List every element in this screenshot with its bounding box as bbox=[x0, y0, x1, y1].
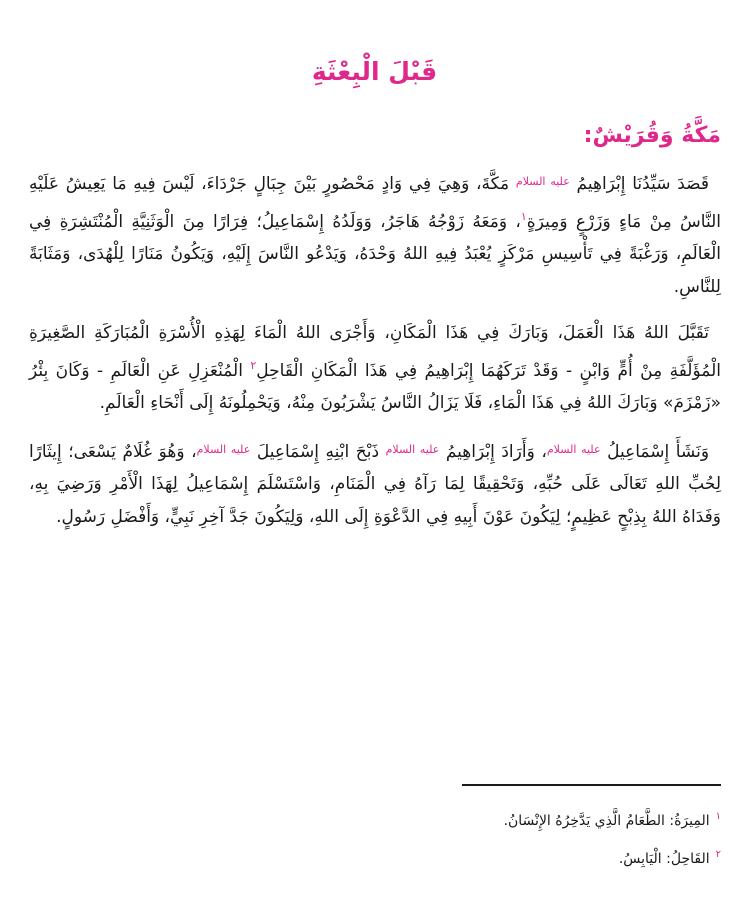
paragraph-text: تَقَبَّلَ اللهُ هَذَا الْعَمَلَ، وَبَارَكَ فِي هَذَا الْمَكَانِ، وَأَجْرَى اللهُ الْمَاءَ لِهَذِهِ الْأُسْرَةِ الْمُبَارَكَةِ الصَّغِيرَةِ الْمُؤَلَّفَةِ مِنْ أُمٍّ وَابْنٍ - وَقَدْ تَرَكَهُمَا إِبْرَاهِيمُ فِي هَذَا الْمَكَانِ الْقَاحِلِ bbox=[29, 323, 721, 381]
honorific-glyph: عليه السلام bbox=[515, 175, 570, 188]
footnote-1 bbox=[221, 800, 721, 838]
paragraph-2 bbox=[29, 317, 721, 420]
footnote-number: ١ bbox=[715, 811, 721, 822]
footnote-ref[interactable]: ١ bbox=[520, 209, 527, 223]
paragraph-text: وَنَشَأَ إِسْمَاعِيلُ bbox=[607, 441, 710, 462]
footnote-2 bbox=[221, 838, 721, 876]
footnotes bbox=[221, 800, 721, 876]
footnote-number: ٢ bbox=[715, 849, 721, 860]
honorific-glyph: عليه السلام bbox=[385, 442, 440, 456]
footnote-text: القَاحِلُ: الْيَابِسُ. bbox=[618, 851, 710, 867]
paragraph-text: قَصَدَ سَيِّدُنَا إِبْرَاهِيمُ bbox=[576, 174, 710, 194]
paragraph-text: ، وَمَعَهُ زَوْجُهُ هَاجَرُ، وَوَلَدُهُ إِسْمَاعِيلُ؛ فِرَارًا مِنَ الْوَثَنِيَّةِ الْمُنْتَشِرَةِ فِي الْعَالَمِ، وَرَغْبَةً فِي تَأْسِيسِ مَرْكَزٍ يُعْبَدُ فِيهِ اللهُ وَحْدَهُ، وَيَدْعُو النَّاسَ إِلَيْهِ، وَيَكُونُ مَنَارًا لِلْهُدَى، وَمَثَابَةً لِلنَّاسِ. bbox=[29, 211, 721, 297]
paragraph-text: ، وَأَرَادَ إِبْرَاهِيمُ bbox=[445, 441, 547, 462]
paragraph-3 bbox=[29, 434, 721, 534]
paragraph-text: ذَبْحَ ابْنِهِ إِسْمَاعِيلَ bbox=[256, 441, 380, 462]
body-text bbox=[29, 166, 721, 547]
section-heading: مَكَّةُ وَقُرَيْشٌ: bbox=[583, 123, 721, 148]
footnote-ref[interactable]: ٢ bbox=[250, 358, 257, 372]
paragraph-text: ، وَهُوَ غُلَامٌ يَسْعَى؛ إِيثَارًا لِحُبِّ اللهِ تَعَالَى عَلَى حُبِّهِ، وَتَحْقِيقًا لِمَا رَآهُ فِي الْمَنَامِ، وَاسْتَسْلَمَ إِسْمَاعِيلُ لِهَذَا الْأَمْرِ وَرَضِيَ بِهِ، وَفَدَاهُ اللهُ بِذِبْحٍ عَظِيمٍ؛ لِيَكُونَ عَوْنَ أَبِيهِ فِي الدَّعْوَةِ إِلَى اللهِ، وَلِيَكُونَ جَدَّ آخِرِ نَبِيٍّ، وَأَفْضَلِ رَسُولٍ. bbox=[29, 441, 721, 527]
footnote-text: المِيرَةُ: الطَّعَامُ الَّذِي يَدَّخِرُهُ الإِنْسَانُ. bbox=[503, 813, 710, 829]
honorific-glyph: عليه السلام bbox=[546, 442, 601, 456]
page-title: قَبْلَ الْبِعْثَةِ bbox=[311, 57, 438, 86]
honorific-glyph: عليه السلام bbox=[196, 442, 251, 456]
paragraph-text: الْمُنْعَزِلِ عَنِ الْعَالَمِ - وَكَانَ بِئْرُ «زَمْزَمَ» وَبَارَكَ اللهُ فِي هَذَا الْمَاءِ، فَلَا يَزَالُ النَّاسُ يَشْرَبُونَ مِنْهُ، وَيَحْمِلُونَهُ إِلَى أَنْحَاءِ الْعَالَمِ. bbox=[29, 360, 721, 413]
paragraph-text: مَكَّةَ، وَهِيَ فِي وَادٍ مَحْصُورٍ بَيْنَ جِبَالٍ جَرْدَاءَ، لَيْسَ فِيهِ مَا يَعِيشُ عَلَيْهِ النَّاسُ مِنْ مَاءٍ وَزَرْعٍ وَمِيرَةٍ bbox=[29, 174, 721, 232]
footnote-divider bbox=[462, 784, 721, 786]
paragraph-1 bbox=[29, 166, 721, 303]
